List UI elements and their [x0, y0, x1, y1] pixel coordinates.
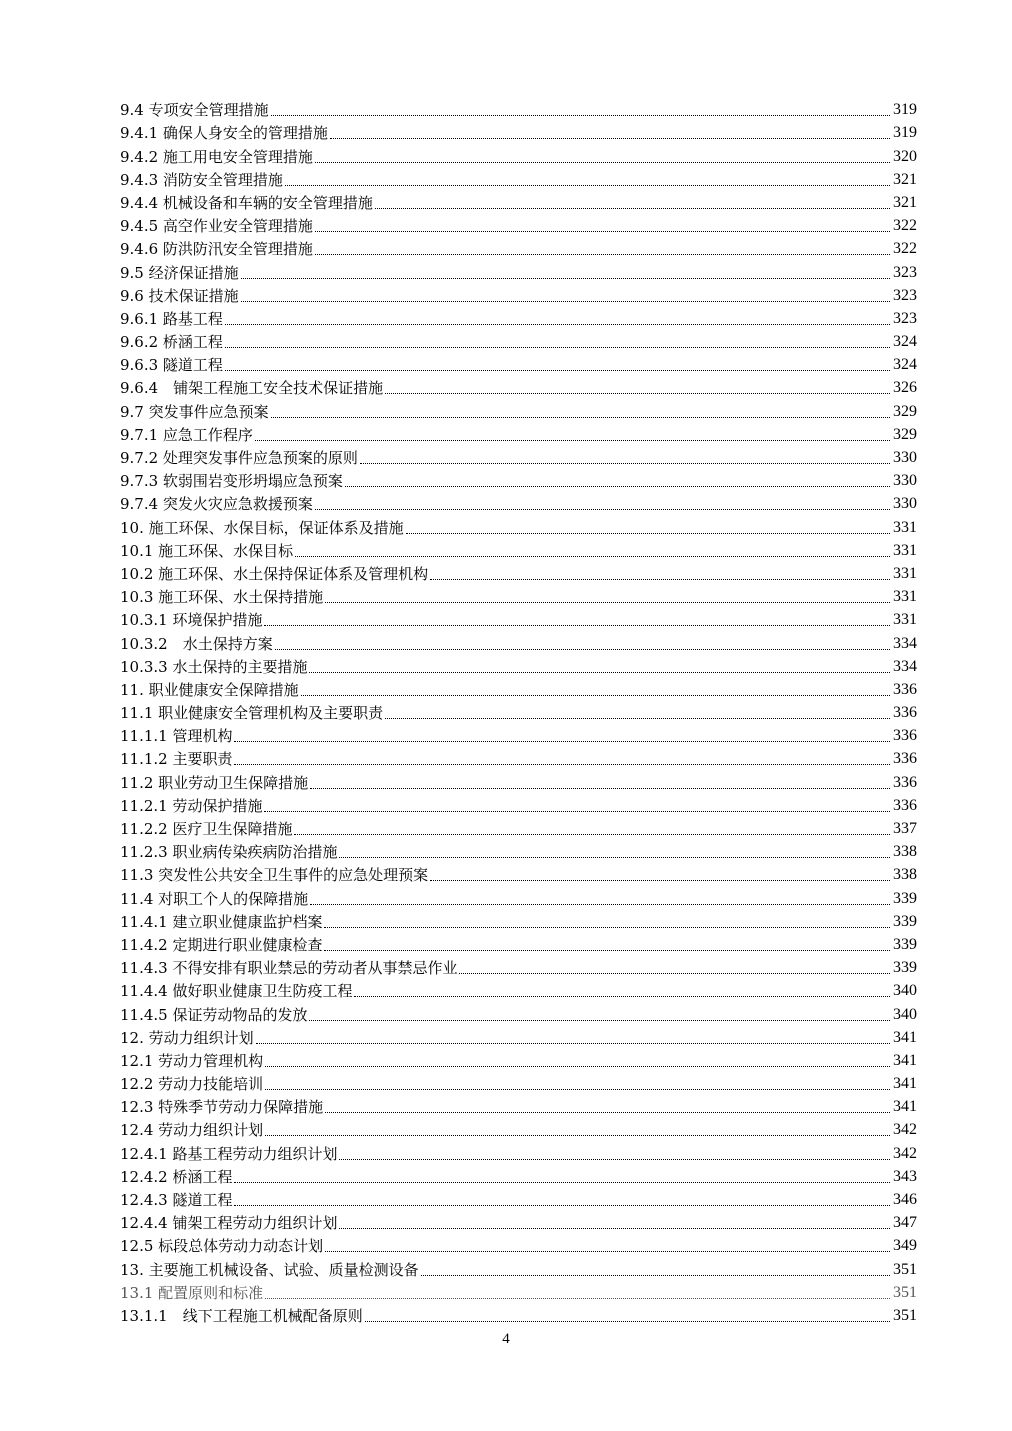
toc-dot-leader — [325, 1112, 890, 1113]
toc-entry-title: 13.1.1 线下工程施工机械配备原则 — [120, 1306, 363, 1325]
toc-dot-leader — [264, 811, 890, 812]
toc-entry[interactable] — [120, 909, 917, 932]
toc-dot-leader — [345, 486, 890, 487]
toc-entry-page: 337 — [893, 820, 917, 837]
toc-entry-title: 9.7.1 应急工作程序 — [120, 425, 253, 444]
toc-entry[interactable] — [120, 862, 917, 885]
toc-entry[interactable] — [120, 1094, 917, 1117]
toc-entry-title: 12.4.4 铺架工程劳动力组织计划 — [120, 1214, 338, 1233]
toc-entry-page: 351 — [893, 1260, 917, 1278]
toc-entry[interactable] — [120, 283, 917, 306]
toc-entry[interactable] — [120, 1187, 917, 1210]
toc-entry[interactable] — [120, 422, 917, 445]
toc-entry-title: 10.3.1 环境保护措施 — [120, 611, 263, 630]
toc-dot-leader — [365, 1321, 890, 1322]
toc-entry-title: 11.2.1 劳动保护措施 — [120, 796, 263, 815]
toc-entry[interactable] — [120, 514, 917, 537]
toc-dot-leader — [241, 301, 890, 302]
toc-entry-title: 9.6.1 路基工程 — [120, 309, 223, 328]
page-number: 4 — [502, 1331, 510, 1347]
toc-entry-title: 12.1 劳动力管理机构 — [120, 1051, 264, 1070]
toc-entry[interactable] — [120, 468, 917, 491]
toc-dot-leader — [241, 278, 890, 279]
toc-entry[interactable] — [120, 167, 917, 190]
toc-dot-leader — [339, 1159, 890, 1160]
toc-entry[interactable] — [120, 445, 917, 468]
toc-entry-title: 11. 职业健康安全保障措施 — [120, 680, 299, 699]
toc-entry-page: 324 — [893, 333, 917, 351]
toc-entry-page: 351 — [893, 1306, 917, 1324]
toc-dot-leader — [285, 185, 890, 186]
toc-dot-leader — [354, 996, 890, 997]
toc-entry[interactable] — [120, 1025, 917, 1048]
toc-entry-page: 340 — [893, 1005, 917, 1023]
toc-entry-page: 330 — [893, 449, 917, 466]
toc-entry-page: 342 — [893, 1121, 917, 1139]
toc-entry-title: 12.5 标段总体劳动力动态计划 — [120, 1237, 324, 1256]
toc-entry[interactable] — [120, 793, 917, 816]
toc-entry-title: 11.3 突发性公共安全卫生事件的应急处理预案 — [120, 866, 429, 885]
toc-entry-title: 11.4.2 定期进行职业健康检查 — [120, 935, 323, 954]
toc-entry-title: 9.4 专项安全管理措施 — [120, 101, 269, 120]
toc-dot-leader — [234, 1182, 890, 1183]
toc-dot-leader — [309, 1020, 890, 1021]
toc-entry-title: 13. 主要施工机械设备、试验、质量检测设备 — [120, 1260, 419, 1279]
toc-entry[interactable] — [120, 259, 917, 282]
toc-entry-title: 9.4.4 机械设备和车辆的安全管理措施 — [120, 193, 373, 212]
toc-entry[interactable] — [120, 955, 917, 978]
toc-entry-title: 9.7 突发事件应急预案 — [120, 402, 269, 421]
toc-entry[interactable] — [120, 723, 917, 746]
toc-dot-leader — [339, 857, 890, 858]
toc-entry-page: 339 — [893, 912, 917, 930]
toc-entry-page: 323 — [893, 309, 917, 327]
toc-entry-page: 339 — [893, 959, 917, 977]
toc-entry-title: 10.3.3 水土保持的主要措施 — [120, 657, 308, 676]
toc-entry[interactable] — [120, 97, 917, 120]
toc-entry[interactable] — [120, 120, 917, 143]
toc-entry[interactable] — [120, 885, 917, 908]
toc-entry[interactable] — [120, 213, 917, 236]
toc-entry-title: 12.4.2 桥涵工程 — [120, 1167, 233, 1186]
toc-entry-page: 351 — [893, 1283, 917, 1301]
toc-dot-leader — [459, 973, 890, 974]
toc-dot-leader — [255, 440, 890, 441]
toc-entry-title: 9.4.1 确保人身安全的管理措施 — [120, 124, 328, 143]
toc-entry[interactable] — [120, 1071, 917, 1094]
toc-entry-title: 10.1 施工环保、水保目标 — [120, 541, 294, 560]
toc-dot-leader — [421, 1275, 890, 1276]
toc-dot-leader — [406, 533, 890, 534]
toc-dot-leader — [324, 950, 890, 951]
toc-entry[interactable] — [120, 769, 917, 792]
toc-dot-leader — [315, 231, 890, 232]
toc-dot-leader — [315, 162, 890, 163]
toc-entry-page: 336 — [893, 704, 917, 722]
toc-entry-page: 330 — [893, 495, 917, 513]
toc-entry-page: 323 — [893, 263, 917, 281]
toc-entry[interactable] — [120, 1048, 917, 1071]
toc-entry-title: 12.4.1 路基工程劳动力组织计划 — [120, 1144, 338, 1163]
toc-entry-page: 320 — [893, 147, 917, 165]
toc-entry[interactable] — [120, 630, 917, 653]
toc-dot-leader — [310, 788, 890, 789]
toc-entry[interactable] — [120, 398, 917, 421]
toc-entry-page: 331 — [893, 518, 917, 536]
toc-entry-title: 9.6.4 铺架工程施工安全技术保证措施 — [120, 379, 384, 398]
toc-entry-title: 11.4 对职工个人的保障措施 — [120, 889, 309, 908]
toc-entry-title: 11.2.3 职业病传染疾病防治措施 — [120, 843, 338, 862]
toc-entry-page: 324 — [893, 356, 917, 374]
toc-entry-page: 326 — [893, 379, 917, 397]
toc-entry-page: 347 — [893, 1214, 917, 1232]
toc-entry-title: 9.4.6 防洪防汛安全管理措施 — [120, 240, 313, 259]
toc-dot-leader — [339, 1228, 890, 1229]
toc-dot-leader — [310, 904, 890, 905]
toc-entry[interactable] — [120, 1001, 917, 1024]
toc-entry-title: 13.1 配置原则和标准 — [120, 1283, 264, 1302]
toc-dot-leader — [225, 370, 890, 371]
toc-entry[interactable] — [120, 1280, 917, 1303]
toc-dot-leader — [265, 1135, 890, 1136]
toc-entry[interactable] — [120, 746, 917, 769]
toc-entry[interactable] — [120, 839, 917, 862]
toc-entry-page: 346 — [893, 1191, 917, 1208]
toc-entry-title: 9.7.2 处理突发事件应急预案的原则 — [120, 449, 358, 467]
toc-entry-page: 339 — [893, 889, 917, 907]
toc-entry[interactable] — [120, 190, 917, 213]
toc-entry[interactable] — [120, 236, 917, 259]
toc-entry-title: 11.2 职业劳动卫生保障措施 — [120, 773, 309, 792]
toc-entry-title: 11.1.1 管理机构 — [120, 727, 233, 746]
toc-dot-leader — [271, 115, 890, 116]
toc-dot-leader — [225, 324, 890, 325]
toc-entry-title: 10.3.2 水土保持方案 — [120, 634, 273, 653]
toc-entry[interactable] — [120, 607, 917, 630]
toc-entry-title: 12. 劳动力组织计划 — [120, 1028, 254, 1047]
toc-entry-page: 340 — [893, 982, 917, 1000]
toc-entry-page: 336 — [893, 750, 917, 768]
toc-dot-leader — [264, 625, 890, 626]
toc-entry[interactable] — [120, 654, 917, 677]
toc-dot-leader — [265, 1066, 890, 1067]
toc-entry-title: 12.3 特殊季节劳动力保障措施 — [120, 1098, 324, 1117]
toc-entry[interactable] — [120, 375, 917, 398]
toc-entry-page: 319 — [893, 101, 917, 119]
toc-entry-title: 10.3 施工环保、水土保持措施 — [120, 588, 324, 607]
toc-entry[interactable] — [120, 1256, 917, 1279]
toc-entry-page: 323 — [893, 286, 917, 304]
toc-dot-leader — [325, 602, 890, 603]
toc-entry-title: 11.4.1 建立职业健康监护档案 — [120, 912, 323, 931]
toc-entry-title: 9.5 经济保证措施 — [120, 263, 239, 282]
toc-dot-leader — [430, 579, 890, 580]
toc-entry-page: 343 — [893, 1167, 917, 1185]
toc-dot-leader — [271, 417, 890, 418]
toc-dot-leader — [385, 718, 890, 719]
toc-dot-leader — [375, 208, 890, 209]
table-of-contents — [120, 97, 917, 1326]
toc-entry-page: 329 — [893, 425, 917, 443]
toc-dot-leader — [256, 1043, 890, 1044]
toc-dot-leader — [234, 741, 890, 742]
toc-entry-page: 338 — [893, 843, 917, 861]
toc-entry-page: 322 — [893, 217, 917, 235]
toc-entry-page: 339 — [893, 935, 917, 953]
toc-entry[interactable] — [120, 816, 917, 839]
toc-entry-title: 11.4.5 保证劳动物品的发放 — [120, 1005, 308, 1024]
toc-dot-leader — [295, 556, 890, 557]
toc-entry-title: 12.4 劳动力组织计划 — [120, 1121, 264, 1140]
toc-entry-title: 12.2 劳动力技能培训 — [120, 1075, 264, 1094]
toc-entry-page: 329 — [893, 402, 917, 420]
toc-entry-title: 12.4.3 隧道工程 — [120, 1191, 233, 1209]
toc-dot-leader — [234, 1205, 890, 1206]
toc-entry[interactable] — [120, 143, 917, 166]
toc-entry-page: 336 — [893, 773, 917, 791]
toc-entry-page: 341 — [893, 1051, 917, 1069]
toc-dot-leader — [315, 509, 890, 510]
toc-entry[interactable] — [120, 1303, 917, 1326]
toc-entry[interactable] — [120, 1233, 917, 1256]
toc-dot-leader — [225, 347, 890, 348]
toc-entry-page: 330 — [893, 472, 917, 490]
toc-entry-page: 336 — [893, 727, 917, 745]
toc-entry-title: 9.4.2 施工用电安全管理措施 — [120, 147, 313, 166]
toc-entry-page: 322 — [893, 240, 917, 258]
toc-dot-leader — [325, 1251, 890, 1252]
toc-entry-title: 9.4.5 高空作业安全管理措施 — [120, 217, 313, 236]
toc-entry-title: 9.7.3 软弱围岩变形坍塌应急预案 — [120, 472, 343, 491]
toc-entry-page: 319 — [893, 124, 917, 142]
toc-entry-page: 336 — [893, 680, 917, 698]
toc-dot-leader — [265, 1298, 890, 1299]
toc-entry-title: 10. 施工环保、水保目标，保证体系及措施 — [120, 518, 404, 537]
toc-entry-page: 349 — [893, 1237, 917, 1255]
toc-entry-page: 341 — [893, 1075, 917, 1093]
toc-dot-leader — [301, 695, 890, 696]
toc-entry-title: 11.4.3 不得安排有职业禁忌的劳动者从事禁忌作业 — [120, 959, 458, 978]
toc-dot-leader — [360, 463, 890, 464]
toc-entry-page: 334 — [893, 634, 917, 652]
toc-entry[interactable] — [120, 1210, 917, 1233]
toc-entry-title: 11.1 职业健康安全管理机构及主要职责 — [120, 704, 384, 723]
toc-entry[interactable] — [120, 329, 917, 352]
toc-entry-page: 342 — [893, 1144, 917, 1162]
toc-dot-leader — [324, 927, 890, 928]
toc-dot-leader — [234, 764, 890, 765]
toc-entry-page: 341 — [893, 1028, 917, 1046]
toc-entry-page: 334 — [893, 657, 917, 675]
toc-entry[interactable] — [120, 491, 917, 514]
toc-entry[interactable] — [120, 677, 917, 700]
toc-entry[interactable] — [120, 584, 917, 607]
toc-entry[interactable] — [120, 1164, 917, 1187]
toc-entry-title: 11.2.2 医疗卫生保障措施 — [120, 820, 293, 838]
toc-dot-leader — [385, 393, 890, 394]
toc-entry-page: 331 — [893, 588, 917, 606]
toc-entry-page: 331 — [893, 611, 917, 629]
toc-entry-page: 331 — [893, 541, 917, 559]
toc-dot-leader — [330, 138, 890, 139]
toc-entry-page: 321 — [893, 170, 917, 188]
toc-dot-leader — [294, 834, 890, 835]
toc-dot-leader — [315, 254, 890, 255]
toc-entry-title: 9.6 技术保证措施 — [120, 286, 239, 305]
toc-entry[interactable] — [120, 306, 917, 329]
toc-entry-page: 338 — [893, 866, 917, 884]
toc-entry[interactable] — [120, 561, 917, 584]
toc-entry-title: 9.6.2 桥涵工程 — [120, 333, 223, 352]
toc-entry-title: 11.1.2 主要职责 — [120, 750, 233, 769]
toc-entry-title: 10.2 施工环保、水土保持保证体系及管理机构 — [120, 564, 429, 583]
toc-entry[interactable] — [120, 978, 917, 1001]
toc-dot-leader — [265, 1089, 890, 1090]
toc-entry[interactable] — [120, 352, 917, 375]
toc-entry[interactable] — [120, 1117, 917, 1140]
toc-dot-leader — [309, 672, 890, 673]
toc-entry-page: 341 — [893, 1098, 917, 1116]
toc-dot-leader — [430, 880, 890, 881]
toc-entry[interactable] — [120, 538, 917, 561]
toc-entry[interactable] — [120, 700, 917, 723]
toc-entry-title: 9.6.3 隧道工程 — [120, 356, 223, 375]
toc-entry[interactable] — [120, 932, 917, 955]
toc-entry-page: 331 — [893, 564, 917, 582]
toc-entry-title: 9.7.4 突发火灾应急救援预案 — [120, 495, 313, 514]
toc-entry-title: 11.4.4 做好职业健康卫生防疫工程 — [120, 982, 353, 1001]
toc-entry-page: 321 — [893, 193, 917, 211]
toc-dot-leader — [275, 649, 890, 650]
toc-entry-title: 9.4.3 消防安全管理措施 — [120, 170, 283, 189]
toc-entry[interactable] — [120, 1140, 917, 1163]
toc-entry-page: 336 — [893, 796, 917, 814]
